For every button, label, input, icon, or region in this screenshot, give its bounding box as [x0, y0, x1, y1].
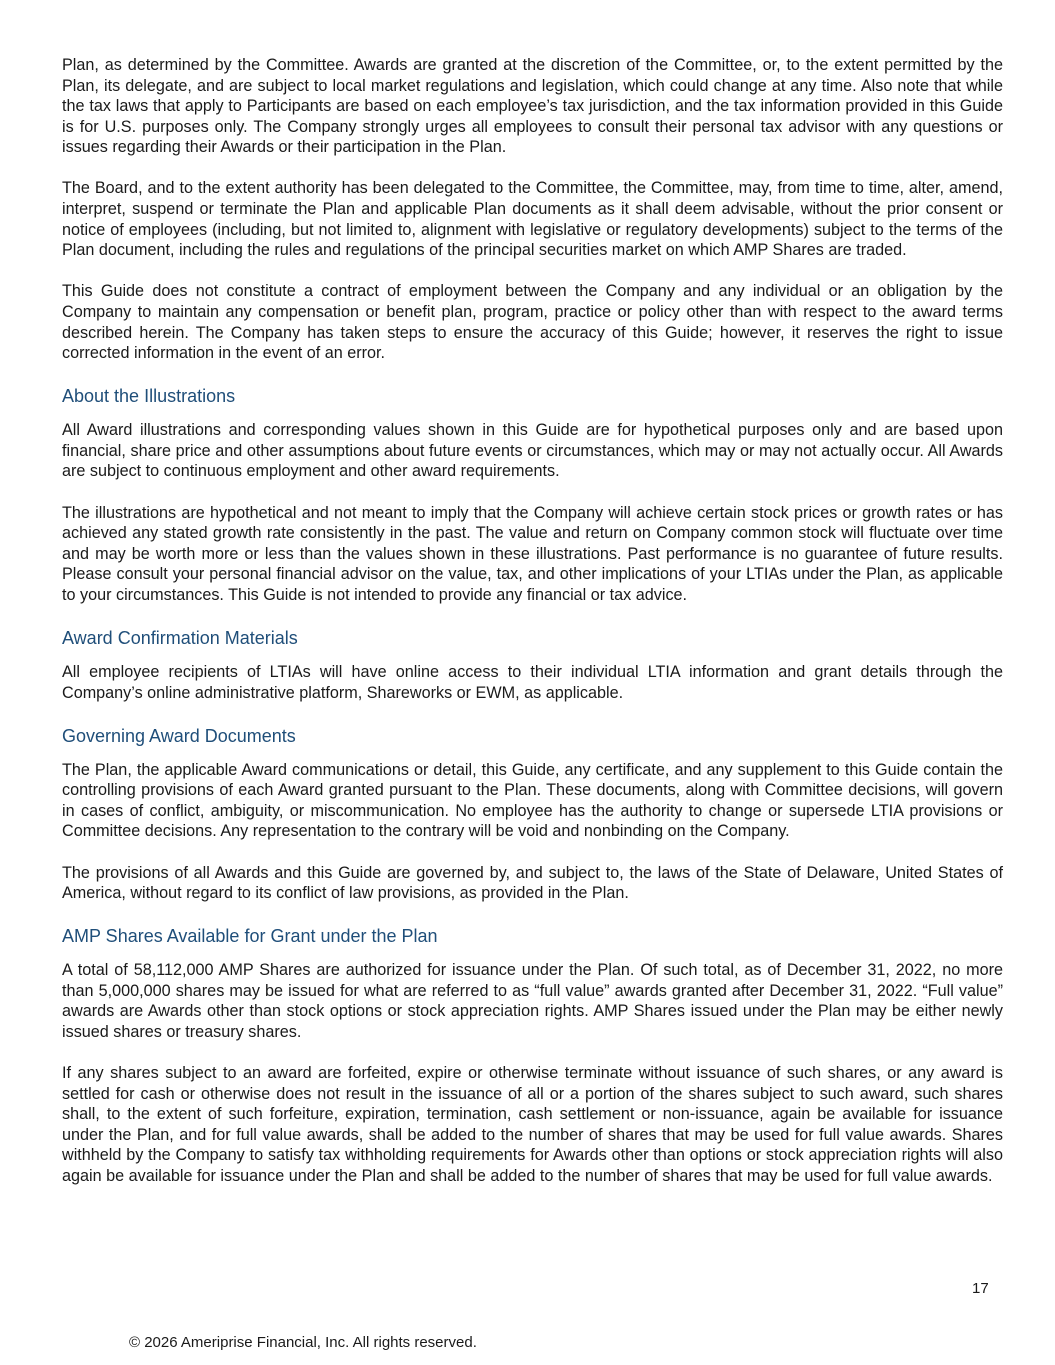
paragraph-board-authority: The Board, and to the extent authority has been delegated to the Committee, the Committee, may, from time to time, alter, amend, interpret, suspend or terminate the Plan and applicable Plan documents as it shall deem advisable, without the prior consent or notice of employees (including, but not limited to, alignment with legislative or regulatory developments) subject to the terms of the Plan document, including the rules and regulations of the principal securities market on which AMP Shares are traded.	[62, 179, 1003, 260]
heading-about-illustrations: About the Illustrations	[62, 386, 236, 407]
heading-governing-documents: Governing Award Documents	[62, 725, 296, 746]
paragraph-shares-authorized: A total of 58,112,000 AMP Shares are authorized for issuance under the Plan. Of such total, as of December 31, 2022, no more than 5,000,000 shares may be issued for what are referred to as “full value” awards granted after December 31, 2022. “Full value” awards are Awards other than stock options or stock appreciation rights. AMP Shares issued under the Plan may be either newly issued shares or treasury shares.	[62, 961, 1003, 1041]
heading-award-confirmation: Award Confirmation Materials	[62, 627, 298, 648]
paragraph-online-access: All employee recipients of LTIAs will have online access to their individual LTIA information and grant details through the Company’s online administrative platform, Shareworks or EWM, as applicable.	[62, 662, 1003, 702]
page-number: 17	[972, 1280, 989, 1297]
paragraph-controlling-provisions: The Plan, the applicable Award communications or detail, this Guide, any certificate, and any supplement to this Guide contain the controlling provisions of each Award granted pursuant to the Plan. These documents, along with Committee decisions, will govern in cases of conflict, ambiguity, or miscommunication. No employee has the authority to change or supersede LTIA provisions or Committee decisions. Any representation to the contrary will be void and nonbinding on the Company.	[62, 760, 1003, 841]
paragraph-not-contract: This Guide does not constitute a contract of employment between the Company and any individual or an obligation by the Company to maintain any compensation or benefit plan, program, practice or policy other than with respect to the award terms described herein. The Company has taken steps to ensure the accuracy of this Guide; however, it reserves the right to issue corrected information in the event of an error.	[62, 282, 1003, 363]
copyright-notice: © 2026 Ameriprise Financial, Inc. All rights reserved.	[129, 1334, 477, 1351]
paragraph-governing-law: The provisions of all Awards and this Guide are governed by, and subject to, the laws of the State of Delaware, United States of America, without regard to its conflict of law provisions, as provided in the Plan.	[62, 863, 1003, 903]
paragraph-illustrations-hypothetical: All Award illustrations and corresponding values shown in this Guide are for hypothetical purposes only and are based upon financial, share price and other assumptions about future events or circumstances, which may or may not actually occur. All Awards are subject to continuous employment and other award requirements.	[62, 421, 1003, 481]
document-body	[62, 55, 1003, 1207]
heading-shares-available: AMP Shares Available for Grant under the Plan	[62, 926, 438, 947]
paragraph-plan-discretion: Plan, as determined by the Committee. Awards are granted at the discretion of the Committee, or, to the extent permitted by the Plan, its delegate, and are subject to local market regulations and legislation, which could change at any time. Also note that while the tax laws that apply to Participants are based on each employee’s tax jurisdiction, and the tax information provided in this Guide is for U.S. purposes only. The Company strongly urges all employees to consult their personal tax advisor with any questions or issues regarding their Awards or their participation in the Plan.	[62, 56, 1003, 157]
paragraph-forfeited-shares: If any shares subject to an award are forfeited, expire or otherwise terminate without issuance of such shares, or any award is settled for cash or otherwise does not result in the issuance of all or a portion of the shares subject to such award, such shares shall, to the extent of such forfeiture, expiration, termination, cash settlement or non-issuance, again be available for issuance under the Plan, and for full value awards, shall be added to the number of shares that may be used for full value awards. Shares withheld by the Company to satisfy tax withholding requirements for Awards other than options or stock appreciation rights will also again be available for issuance under the Plan and shall be added to the number of shares that may be used for full value awards.	[62, 1064, 1003, 1186]
paragraph-illustrations-no-guarantee: The illustrations are hypothetical and not meant to imply that the Company will achieve certain stock prices or growth rates or has achieved any stated growth rate consistently in the past. The value and return on Company common stock will fluctuate over time and may be worth more or less than the values shown in these illustrations. Past performance is no guarantee of future results. Please consult your personal financial advisor on the value, tax, and other implications of your LTIAs under the Plan, as applicable to your circumstances. This Guide is not intended to provide any financial or tax advice.	[62, 503, 1003, 604]
